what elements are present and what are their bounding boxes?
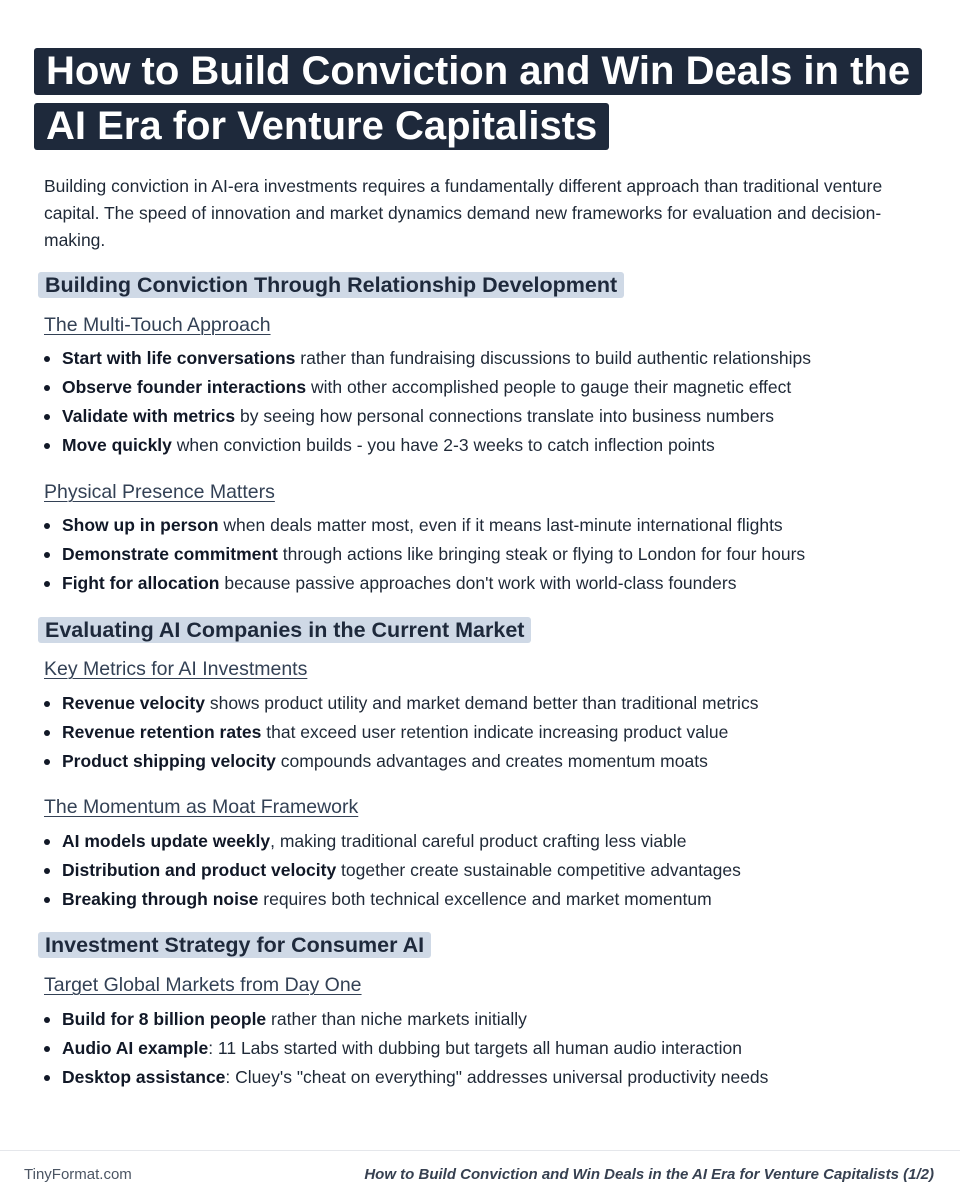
list-item: Desktop assistance: Cluey's "cheat on everything" addresses universal productivity needs — [0, 1063, 768, 1092]
subsection-heading-momentum-moat: The Momentum as Moat Framework — [44, 796, 359, 818]
list-item: Audio AI example: 11 Labs started with dubbing but targets all human audio interaction — [0, 1034, 768, 1063]
list-item: Build for 8 billion people rather than niche markets initially — [0, 1005, 768, 1034]
section-heading-evaluating: Evaluating AI Companies in the Current Market — [38, 617, 531, 643]
section-heading-relationship: Building Conviction Through Relationship Development — [38, 272, 624, 298]
list-item: Validate with metrics by seeing how personal connections translate into business numbers — [0, 402, 811, 431]
physical-presence-list — [0, 511, 805, 598]
intro-paragraph: Building conviction in AI-era investments requires a fundamentally different approach than traditional venture capital. The speed of innovation and market dynamics demand new frameworks for evaluation and decision-making. — [44, 176, 883, 250]
subsection-heading-multi-touch: The Multi-Touch Approach — [44, 314, 271, 336]
section-heading-consumer-ai: Investment Strategy for Consumer AI — [38, 932, 431, 958]
list-item: Move quickly when conviction builds - you have 2-3 weeks to catch inflection points — [0, 431, 811, 460]
list-item: Revenue velocity shows product utility and market demand better than traditional metrics — [0, 689, 758, 718]
subsection-heading-global-markets: Target Global Markets from Day One — [44, 974, 362, 996]
list-item: Show up in person when deals matter most, even if it means last-minute international flights — [0, 511, 805, 540]
footer-divider — [0, 1150, 960, 1151]
momentum-moat-list — [0, 827, 741, 914]
list-item: Observe founder interactions with other accomplished people to gauge their magnetic effect — [0, 373, 811, 402]
list-item: Fight for allocation because passive approaches don't work with world-class founders — [0, 569, 805, 598]
list-item: Revenue retention rates that exceed user retention indicate increasing product value — [0, 718, 758, 747]
list-item: Demonstrate commitment through actions like bringing steak or flying to London for four hours — [0, 540, 805, 569]
list-item: Distribution and product velocity together create sustainable competitive advantages — [0, 856, 741, 885]
title-line-1: How to Build Conviction and Win Deals in the — [34, 48, 922, 95]
list-item: Product shipping velocity compounds advantages and creates momentum moats — [0, 747, 758, 776]
list-item: AI models update weekly, making traditional careful product crafting less viable — [0, 827, 741, 856]
list-item: Breaking through noise requires both technical excellence and market momentum — [0, 885, 741, 914]
subsection-heading-physical-presence: Physical Presence Matters — [44, 481, 275, 503]
global-markets-list — [0, 1005, 768, 1092]
multi-touch-list — [0, 344, 811, 460]
key-metrics-list — [0, 689, 758, 776]
footer-page-title: How to Build Conviction and Win Deals in the AI Era for Venture Capitalists (1/2) — [364, 1166, 934, 1183]
title-line-2: AI Era for Venture Capitalists — [34, 103, 609, 150]
page-title — [34, 48, 914, 158]
footer-site-link[interactable]: TinyFormat.com — [24, 1166, 132, 1183]
subsection-heading-key-metrics: Key Metrics for AI Investments — [44, 658, 308, 680]
list-item: Start with life conversations rather than fundraising discussions to build authentic relationships — [0, 344, 811, 373]
